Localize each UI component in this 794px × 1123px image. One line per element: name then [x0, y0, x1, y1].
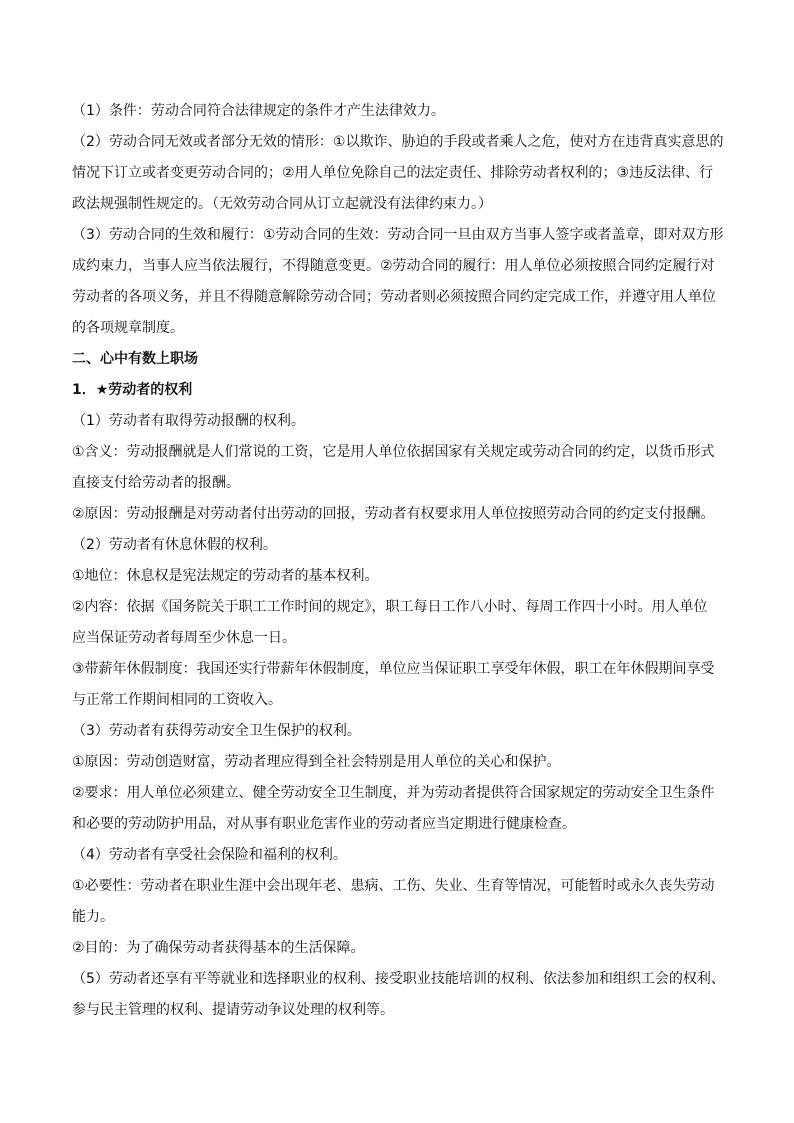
- text-line: 直接支付给劳动者的报酬。: [72, 475, 240, 491]
- document-body: [72, 96, 732, 1026]
- text-line: 参与民主管理的权利、提请劳动争议处理的权利等。: [72, 1002, 394, 1018]
- section-heading: 1．★劳动者的权利: [72, 382, 193, 398]
- text-line: 与正常工作期间相同的工资收入。: [72, 692, 282, 708]
- text-line: ③带薪年休假制度：我国还实行带薪年休假制度，单位应当保证职工享受年休假，职工在年休假期间享受: [72, 661, 715, 677]
- text-line: （2）劳动合同无效或者部分无效的情形：①以欺诈、胁迫的手段或者乘人之危，使对方在违背真实意思的: [72, 134, 724, 150]
- text-line: 和必要的劳动防护用品，对从事有职业危害作业的劳动者应当定期进行健康检查。: [72, 816, 576, 832]
- text-line: （3）劳动者有获得劳动安全卫生保护的权利。: [72, 723, 361, 739]
- text-line: （1）条件：劳动合同符合法律规定的条件才产生法律效力。: [72, 103, 445, 119]
- text-line: （3）劳动合同的生效和履行：①劳动合同的生效：劳动合同一旦由双方当事人签字或者盖章，即对双方形: [72, 227, 724, 243]
- text-line: （5）劳动者还享有平等就业和选择职业的权利、接受职业技能培训的权利、依法参加和组织工会的权利、: [72, 971, 725, 987]
- text-line: ②要求：用人单位必须建立、健全劳动安全卫生制度，并为劳动者提供符合国家规定的劳动安全卫生条件: [72, 785, 715, 801]
- text-line: ②内容：依据《国务院关于职工工作时间的规定》，职工每日工作八小时、每周工作四十小时。用人单位: [72, 599, 708, 615]
- text-line: ①原因：劳动创造财富，劳动者理应得到全社会特别是用人单位的关心和保护。: [72, 754, 561, 770]
- text-line: （2）劳动者有休息休假的权利。: [72, 537, 277, 553]
- text-line: （4）劳动者有享受社会保险和福利的权利。: [72, 847, 347, 863]
- text-line: 应当保证劳动者每周至少休息一日。: [72, 630, 296, 646]
- text-line: 情况下订立或者变更劳动合同的；②用人单位免除自己的法定责任、排除劳动者权利的；③违反法律、行: [72, 165, 714, 181]
- text-line: 成约束力，当事人应当依法履行，不得随意变更。②劳动合同的履行：用人单位必须按照合同约定履行对: [72, 258, 715, 274]
- text-line: 的各项规章制度。: [72, 320, 184, 336]
- text-line: 劳动者的各项义务，并且不得随意解除劳动合同；劳动者则必须按照合同约定完成工作，并遵守用人单位: [72, 289, 716, 305]
- text-line: ①地位：休息权是宪法规定的劳动者的基本权利。: [72, 568, 379, 584]
- text-line: ②目的：为了确保劳动者获得基本的生活保障。: [72, 940, 365, 956]
- text-line: （1）劳动者有取得劳动报酬的权利。: [72, 413, 305, 429]
- text-line: ①含义：劳动报酬就是人们常说的工资，它是用人单位依据国家有关规定或劳动合同的约定，以货币形式: [72, 444, 715, 460]
- text-line: ①必要性：劳动者在职业生涯中会出现年老、患病、工伤、失业、生育等情况，可能暂时或永久丧失劳动: [72, 878, 715, 894]
- text-line: ②原因：劳动报酬是对劳动者付出劳动的回报，劳动者有权要求用人单位按照劳动合同的约定支付报酬。: [72, 506, 715, 522]
- section-heading: 二、心中有数上职场: [72, 351, 198, 367]
- text-line: 政法规强制性规定的。（无效劳动合同从订立起就没有法律约束力。）: [72, 196, 492, 212]
- text-line: 能力。: [72, 909, 114, 925]
